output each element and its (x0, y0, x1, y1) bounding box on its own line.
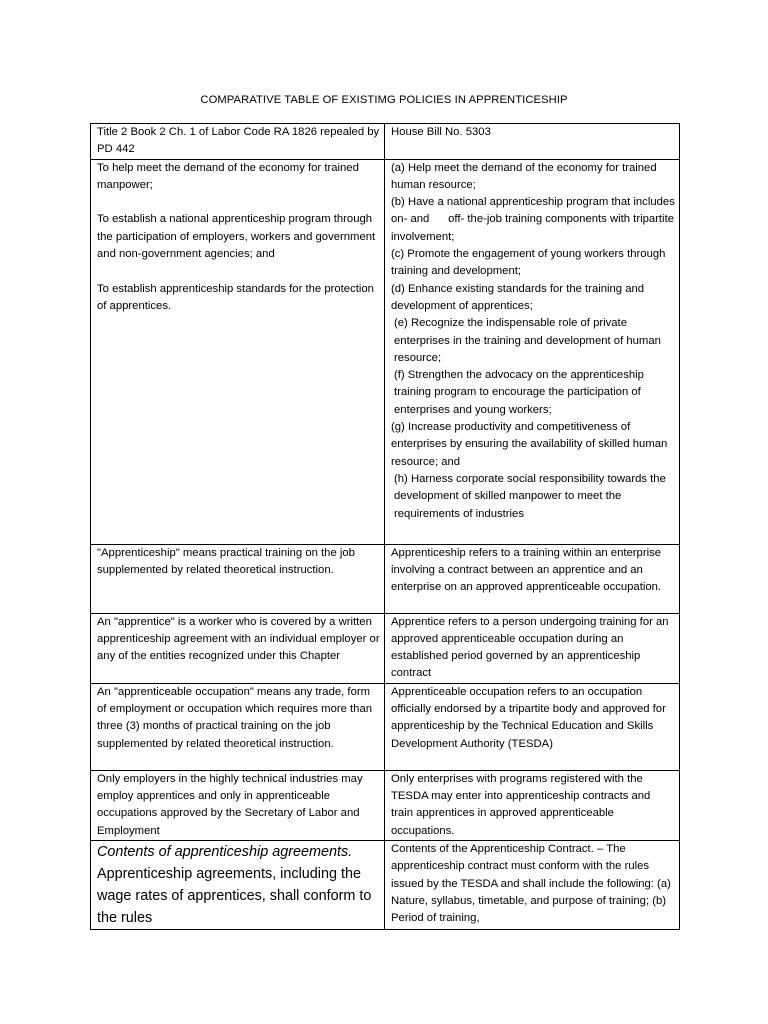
labor-code-objectives (91, 159, 385, 544)
house-bill-definition-occupation: Apprenticeable occupation refers to an occupation officially endorsed by a tripartite body and approved for apprenticeship by the Technical Education and Skills Development Authority (TESDA) (385, 683, 680, 770)
header-labor-code: Title 2 Book 2 Ch. 1 of Labor Code RA 1826 repealed by PD 442 (91, 124, 385, 160)
objective-item: (e) Recognize the indispensable role of private enterprises in the training and development of human resource; (394, 317, 661, 364)
objective-item: (b) Have a national apprenticeship program that includes on- and off- the-job training components with tripartite involvement; (391, 196, 678, 243)
house-bill-contents: Contents of the Apprenticeship Contract. – The apprenticeship contract must conform with the rules issued by the TESDA and shall include the following: (a) Nature, syllabus, timetable, and purpose of training; (b) Period of training, (385, 840, 680, 929)
contents-heading: Contents of apprenticeship agreements. (97, 843, 353, 860)
objective-text: To help meet the demand of the economy for trained manpower; (97, 161, 359, 191)
house-bill-objectives (385, 159, 680, 544)
objective-item: (f) Strengthen the advocacy on the apprenticeship training program to encourage the participation of enterprises and young workers; (394, 369, 644, 416)
table-row (91, 544, 680, 613)
objective-item: (a) Help meet the demand of the economy for trained human resource; (391, 161, 657, 191)
house-bill-definition-apprentice: Apprentice refers to a person undergoing training for an approved apprenticeable occupation during an established period governed by an apprenticeship contract (385, 613, 680, 683)
table-header-row (91, 124, 680, 160)
table-row (91, 840, 680, 929)
labor-code-definition-apprentice: An "apprentice" is a worker who is covered by a written apprenticeship agreement with an individual employer or any of the entities recognized under this Chapter (91, 613, 385, 683)
labor-code-definition-apprenticeship: "Apprenticeship" means practical training on the job supplemented by related theoretical instruction. (91, 544, 385, 613)
objective-item: (h) Harness corporate social responsibility towards the development of skilled manpower to meet the requirements of industries (394, 472, 666, 520)
page-title: COMPARATIVE TABLE OF EXISTIMG POLICIES IN APPRENTICESHIP (200, 94, 568, 106)
objective-text: To establish apprenticeship standards for the protection of apprentices. (97, 282, 374, 312)
contents-text: Apprenticeship agreements, including the wage rates of apprentices, shall conform to the rules (97, 865, 372, 926)
objective-text: To establish a national apprenticeship program through the participation of employers, workers and government and non-government agencies; and (97, 213, 376, 261)
labor-code-definition-occupation: An "apprenticeable occupation" means any trade, form of employment or occupation which requires more than three (3) months of practical training on the job supplemented by related theoretical instruction. (91, 683, 385, 770)
house-bill-enterprises: Only enterprises with programs registered with the TESDA may enter into apprenticeship contracts and train apprentices in approved apprenticeable occupations. (385, 770, 680, 840)
comparative-table (90, 123, 680, 930)
house-bill-definition-apprenticeship: Apprenticeship refers to a training within an enterprise involving a contract between an apprentice and an enterprise on an approved apprenticeable occupation. (385, 544, 680, 613)
table-row (91, 683, 680, 770)
labor-code-contents (91, 840, 385, 929)
labor-code-employers: Only employers in the highly technical industries may employ apprentices and only in apprenticeable occupations approved by the Secretary of Labor and Employment (91, 770, 385, 840)
header-house-bill: House Bill No. 5303 (385, 124, 680, 160)
objective-item: (d) Enhance existing standards for the training and development of apprentices; (391, 282, 645, 312)
table-row (91, 159, 680, 544)
objective-item: (g) Increase productivity and competitiveness of enterprises by ensuring the availability of skilled human resource; and (391, 421, 668, 468)
table-row (91, 613, 680, 683)
objective-item: (c) Promote the engagement of young workers through training and development; (391, 248, 666, 278)
table-row (91, 770, 680, 840)
